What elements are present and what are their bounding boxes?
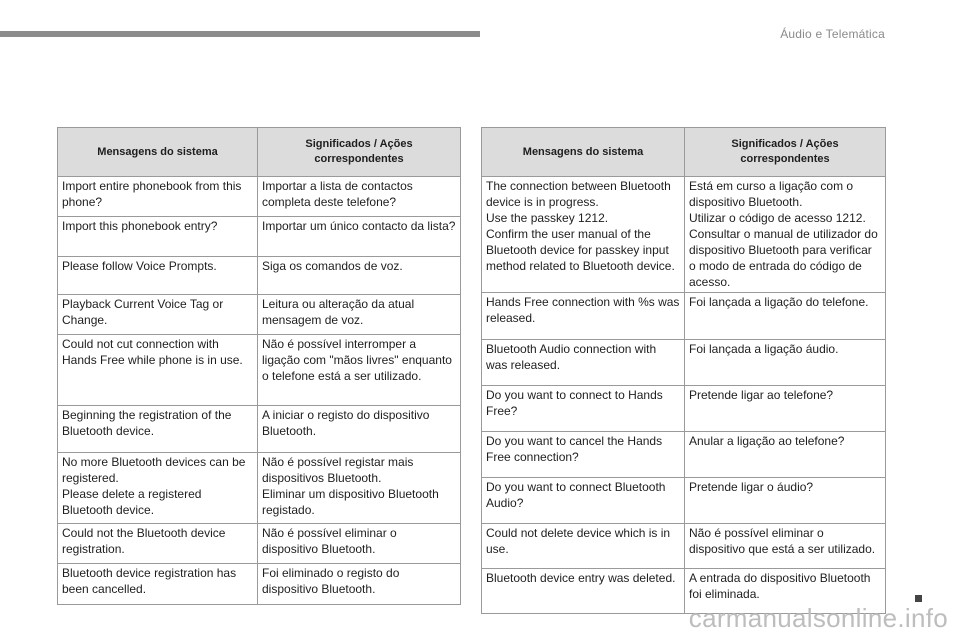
page-marker xyxy=(915,595,922,602)
system-message-cell: Import this phonebook entry? xyxy=(58,217,258,257)
meaning-cell: A iniciar o registo do dispositivo Bluetooth. xyxy=(258,406,461,453)
meaning-cell: Está em curso a ligação com o dispositivo Bluetooth. Utilizar o código de acesso 1212. Consultar o manual de utilizador do dispositivo Bluetooth para verificar o modo de entrada do código de acesso. xyxy=(685,177,886,293)
meaning-cell: A entrada do dispositivo Bluetooth foi eliminada. xyxy=(685,569,886,614)
meaning-cell: Não é possível eliminar o dispositivo Bluetooth. xyxy=(258,524,461,564)
system-message-cell: Could not delete device which is in use. xyxy=(482,524,685,569)
meaning-cell: Siga os comandos de voz. xyxy=(258,257,461,295)
table-row xyxy=(58,524,461,564)
table-row xyxy=(58,406,461,453)
table-header-row xyxy=(482,128,886,177)
system-message-cell: Do you want to connect Bluetooth Audio? xyxy=(482,478,685,524)
section-title: Áudio e Telemática xyxy=(780,27,885,41)
system-message-cell: Playback Current Voice Tag or Change. xyxy=(58,295,258,335)
table-row xyxy=(58,335,461,406)
meaning-cell: Importar a lista de contactos completa deste telefone? xyxy=(258,177,461,217)
table-row xyxy=(58,217,461,257)
meaning-cell: Anular a ligação ao telefone? xyxy=(685,432,886,478)
meaning-cell: Não é possível registar mais dispositivos Bluetooth. Eliminar um dispositivo Bluetooth registado. xyxy=(258,453,461,524)
column-header-messages: Mensagens do sistema xyxy=(482,128,685,177)
system-message-cell: Import entire phonebook from this phone? xyxy=(58,177,258,217)
meaning-cell: Foi lançada a ligação do telefone. xyxy=(685,293,886,340)
meaning-cell: Não é possível eliminar o dispositivo que está a ser utilizado. xyxy=(685,524,886,569)
system-message-cell: Bluetooth Audio connection with was released. xyxy=(482,340,685,386)
watermark: carmanualsonline.info xyxy=(688,603,948,633)
system-message-cell: Hands Free connection with %s was released. xyxy=(482,293,685,340)
column-header-meanings: Significados / Ações correspondentes xyxy=(258,128,461,177)
system-message-cell: Do you want to connect to Hands Free? xyxy=(482,386,685,432)
column-header-messages: Mensagens do sistema xyxy=(58,128,258,177)
column-header-meanings: Significados / Ações correspondentes xyxy=(685,128,886,177)
right-messages-table xyxy=(481,127,886,614)
meaning-cell: Importar um único contacto da lista? xyxy=(258,217,461,257)
table-header-row xyxy=(58,128,461,177)
table-row xyxy=(482,340,886,386)
table-row xyxy=(58,295,461,335)
table-row xyxy=(58,564,461,605)
system-message-cell: Do you want to cancel the Hands Free connection? xyxy=(482,432,685,478)
table-row xyxy=(482,293,886,340)
system-message-cell: Beginning the registration of the Bluetooth device. xyxy=(58,406,258,453)
meaning-cell: Leitura ou alteração da atual mensagem de voz. xyxy=(258,295,461,335)
meaning-cell: Não é possível interromper a ligação com "mãos livres" enquanto o telefone está a ser utilizado. xyxy=(258,335,461,406)
table-row xyxy=(482,386,886,432)
system-message-cell: The connection between Bluetooth device is in progress. Use the passkey 1212. Confirm the user manual of the Bluetooth device for passkey input method related to Bluetooth device. xyxy=(482,177,685,293)
table-row xyxy=(482,177,886,293)
meaning-cell: Pretende ligar ao telefone? xyxy=(685,386,886,432)
system-message-cell: Could not the Bluetooth device registration. xyxy=(58,524,258,564)
table-row xyxy=(482,478,886,524)
meaning-cell: Pretende ligar o áudio? xyxy=(685,478,886,524)
system-message-cell: Could not cut connection with Hands Free while phone is in use. xyxy=(58,335,258,406)
header-rule xyxy=(0,31,480,37)
table-row xyxy=(58,177,461,217)
meaning-cell: Foi lançada a ligação áudio. xyxy=(685,340,886,386)
system-message-cell: Bluetooth device entry was deleted. xyxy=(482,569,685,614)
left-messages-table xyxy=(57,127,461,605)
system-message-cell: Please follow Voice Prompts. xyxy=(58,257,258,295)
meaning-cell: Foi eliminado o registo do dispositivo Bluetooth. xyxy=(258,564,461,605)
system-message-cell: Bluetooth device registration has been cancelled. xyxy=(58,564,258,605)
system-message-cell: No more Bluetooth devices can be registered. Please delete a registered Bluetooth device. xyxy=(58,453,258,524)
table-row xyxy=(482,524,886,569)
table-row xyxy=(58,453,461,524)
table-row xyxy=(482,432,886,478)
table-row xyxy=(58,257,461,295)
